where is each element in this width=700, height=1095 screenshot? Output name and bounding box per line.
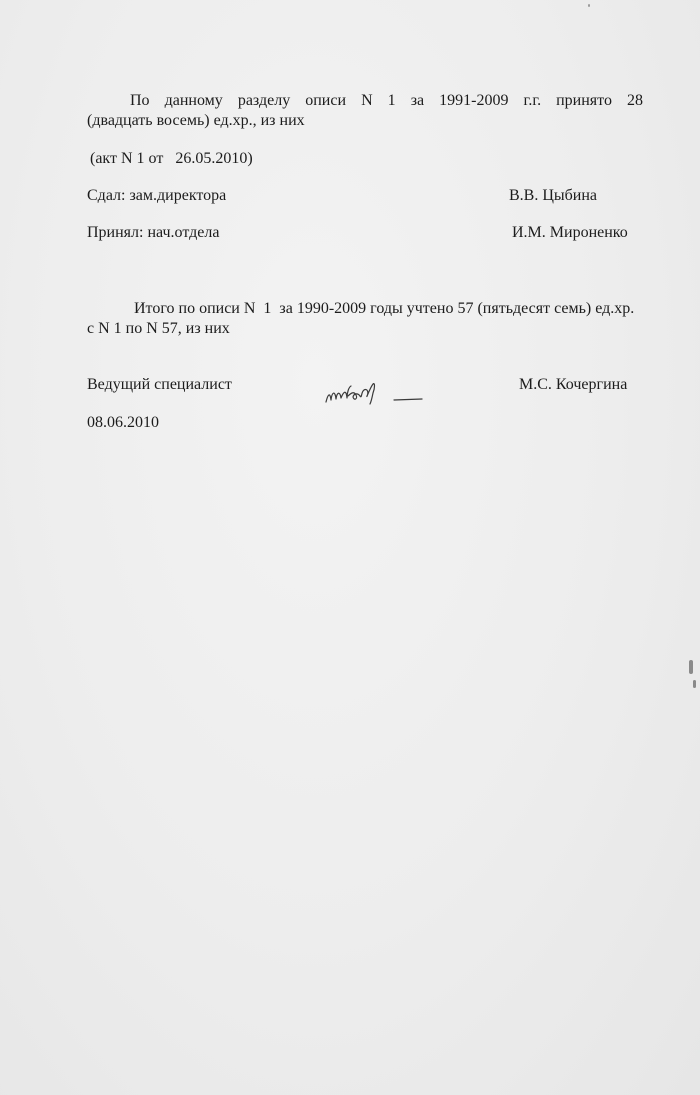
act-reference: (акт N 1 от 26.05.2010) xyxy=(90,150,253,167)
handed-over-label: Сдал: зам.директора xyxy=(87,187,227,204)
section-summary-line1: По данному разделу описи N 1 за 1991-2009 г.г. принято 28 xyxy=(130,92,643,109)
received-label: Принял: нач.отдела xyxy=(87,224,220,241)
handwritten-signature xyxy=(320,378,430,412)
handed-over-name: В.В. Цыбина xyxy=(509,187,598,204)
paper-speck xyxy=(693,680,696,688)
section-summary-line2: (двадцать восемь) ед.хр., из них xyxy=(87,112,305,129)
paper-speck xyxy=(588,4,590,7)
total-summary-line1: Итого по описи N 1 за 1990-2009 годы учтено 57 (пятьдесят семь) ед.хр. xyxy=(134,300,635,317)
received-name: И.М. Мироненко xyxy=(512,224,628,241)
total-summary-line2: с N 1 по N 57, из них xyxy=(87,320,230,337)
specialist-label: Ведущий специалист xyxy=(87,376,232,393)
paper-speck xyxy=(689,660,693,674)
document-date: 08.06.2010 xyxy=(87,414,159,431)
specialist-name: М.С. Кочергина xyxy=(519,376,628,393)
